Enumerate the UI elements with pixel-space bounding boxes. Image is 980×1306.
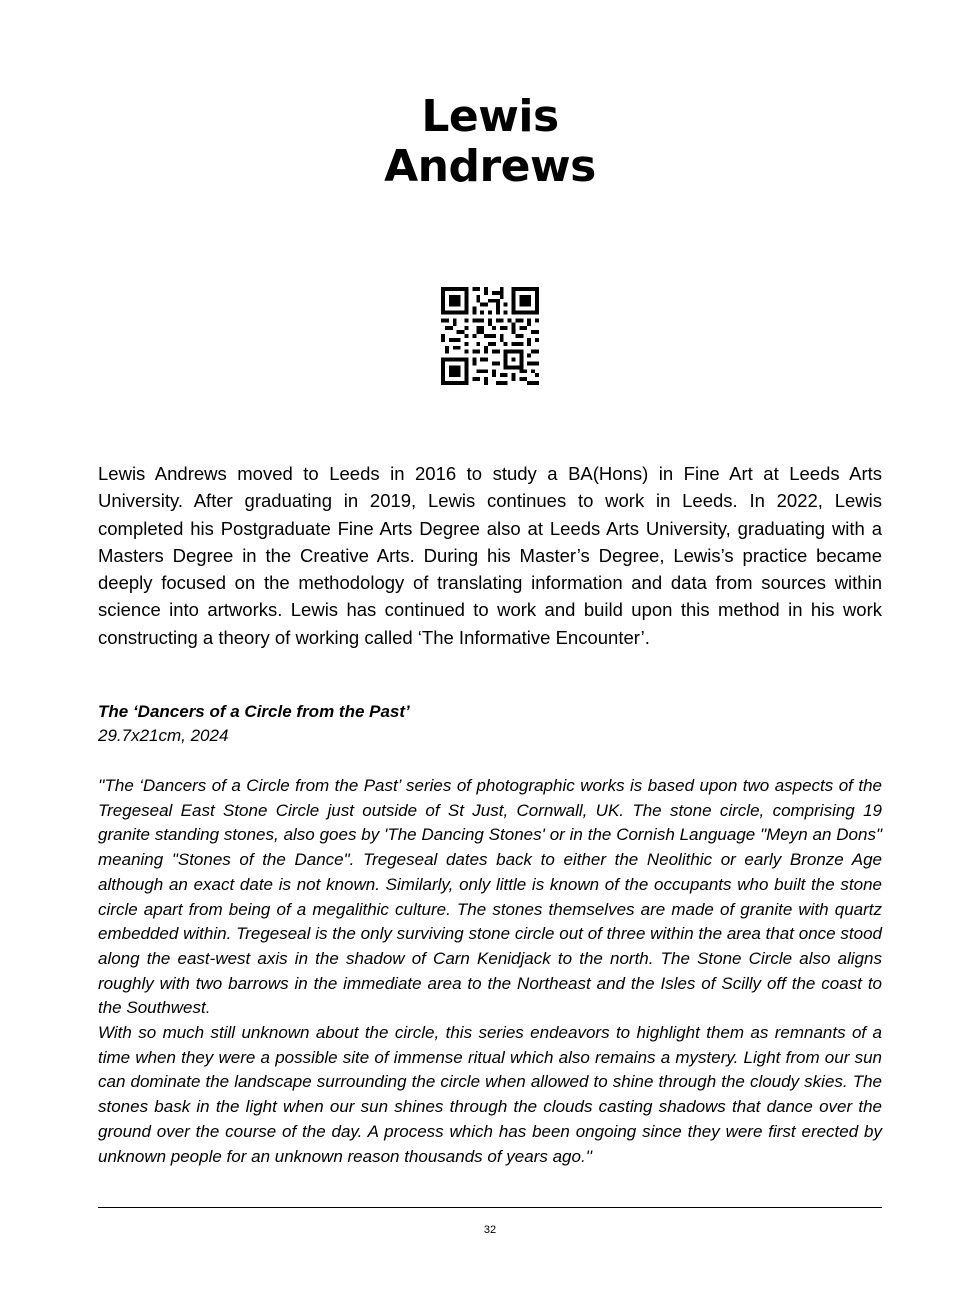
footer-divider	[98, 1207, 882, 1208]
title-first-name: Lewis	[421, 91, 559, 142]
page-title	[0, 92, 980, 192]
qr-code-icon[interactable]	[441, 287, 539, 385]
statement-paragraph: ''The ‘Dancers of a Circle from the Past’ series of photographic works is based upon two aspects of the Tregeseal East Stone Circle just outside of St Just, Cornwall, UK. The stone circle, comprising 19 granite standing stones, also goes by 'The Dancing Stones' or in the Cornish Language "Meyn an Dons" meaning "Stones of the Dance". Tregeseal dates back to either the Neolithic or early Bronze Age although an exact date is not known. Similarly, only little is known of the occupants who built the stone circle apart from being of a megalithic culture. The stones themselves are made of granite with quartz embedded within. Tregeseal is the only surviving stone circle out of three within the area that once stood along the east-west axis in the shadow of Carn Kenidjack to the north. The Stone Circle also aligns roughly with two barrows in the immediate area to the Northeast and the Isles of Scilly off the coast to the Southwest.	[98, 776, 882, 1018]
artist-bio: Lewis Andrews moved to Leeds in 2016 to study a BA(Hons) in Fine Art at Leeds Arts University. After graduating in 2019, Lewis continues to work in Leeds. In 2022, Lewis completed his Postgraduate Fine Arts Degree also at Leeds Arts University, graduating with a Masters Degree in the Creative Arts. During his Master’s Degree, Lewis’s practice became deeply focused on the methodology of translating information and data from sources within science into artworks. Lewis has continued to work and build upon this method in his work constructing a theory of working called ‘The Informative Encounter’.	[98, 463, 882, 648]
title-last-name: Andrews	[384, 141, 596, 192]
statement-paragraph: With so much still unknown about the circle, this series endeavors to highlight them as remnants of a time when they were a possible site of immense ritual which also remains a mystery. Light from our sun can dominate the landscape surrounding the circle when allowed to shine through the cloudy skies. The stones bask in the light when our sun shines through the clouds casting shadows that dance over the ground over the course of the day. A process which has been ongoing since they were first erected by unknown people for an unknown reason thousands of years ago.''	[98, 1023, 882, 1166]
work-statement	[98, 774, 882, 1169]
page-number: 32	[483, 1224, 497, 1236]
qr-code-graphic	[441, 287, 539, 385]
work-title: The ‘Dancers of a Circle from the Past’	[98, 702, 410, 721]
work-dimensions-year: 29.7x21cm, 2024	[98, 726, 229, 745]
